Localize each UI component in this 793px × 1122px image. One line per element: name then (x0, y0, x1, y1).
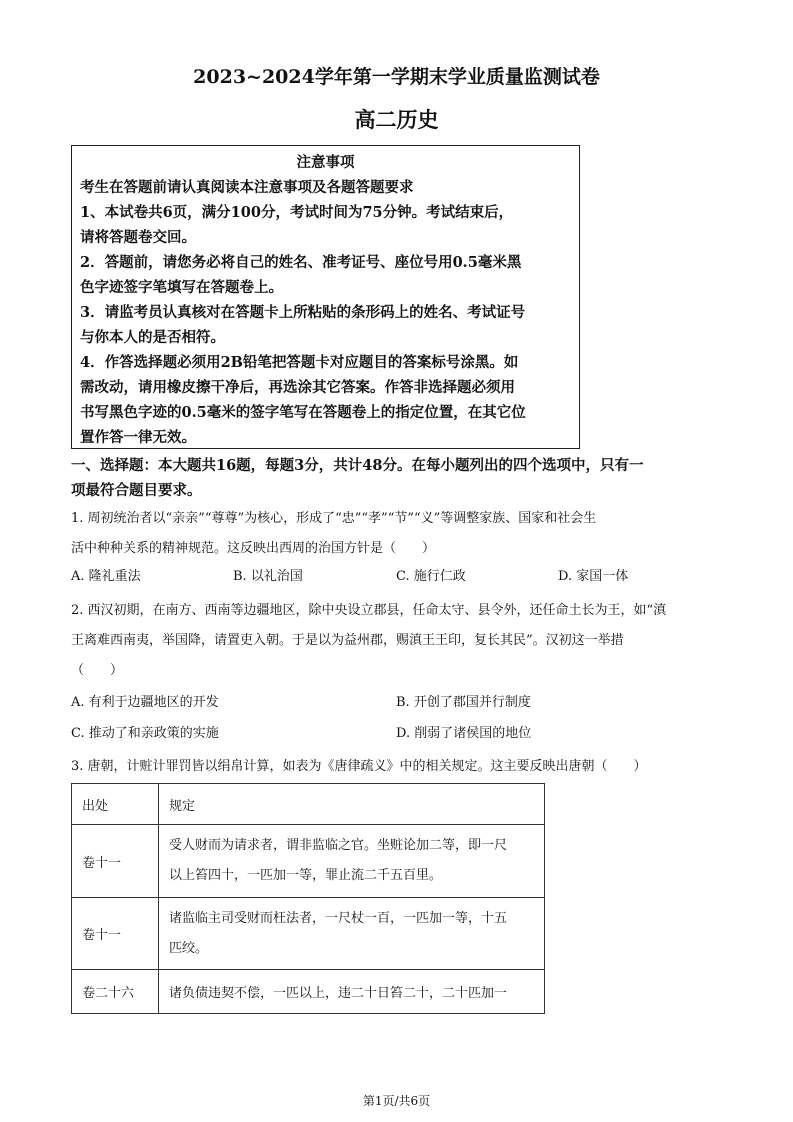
question-1-stem (71, 504, 731, 564)
notice-heading: 注意事项 (296, 154, 355, 171)
notice-line: 3．请监考员认真核对在答题卡上所粘贴的条形码上的姓名、考试证号 (80, 304, 526, 321)
notice-line: 2．答题前，请您务必将自己的姓名、准考证号、座位号用0.5毫米黑 (80, 254, 522, 271)
notice-line: 需改动，请用橡皮擦干净后，再选涂其它答案。作答非选择题必须用 (80, 379, 515, 396)
q2-option-d[interactable]: D. 削弱了诸侯国的地位 (396, 726, 532, 741)
notice-line: 置作答一律无效。 (80, 429, 196, 446)
q2-option-c[interactable]: C. 推动了和亲政策的实施 (71, 726, 219, 741)
table-cell-source: 卷二十六 (72, 970, 159, 1014)
table-cell-source: 卷十一 (72, 825, 159, 898)
question-2-stem (71, 596, 731, 686)
table-row (72, 898, 545, 970)
table-row (72, 970, 545, 1014)
notice-line: 书写黑色字迹的0.5毫米的签字笔写在答题卷上的指定位置，在其它位 (80, 404, 526, 421)
section-line: 项最符合题目要求。 (71, 482, 202, 499)
notice-box (71, 145, 580, 449)
exam-title: 2023~2024学年第一学期末学业质量监测试卷 (193, 66, 600, 88)
rule-line: 受人财而为请求者，谓非监临之官。坐赃论加二等，即一尺 (169, 838, 508, 853)
q2-option-a[interactable]: A. 有利于边疆地区的开发 (71, 695, 219, 710)
rule-line: 以上笞四十，一匹加一等，罪止流二千五百里。 (169, 868, 443, 883)
question-line: 2. 西汉初期，在南方、西南等边疆地区，除中央设立郡县，任命太守、县令外，还任命土长为王，如“滇 (71, 603, 667, 618)
notice-line: 请将答题卷交回。 (80, 229, 196, 246)
notice-line: 4．作答选择题必须用2B铅笔把答题卡对应题目的答案标号涂黑。如 (80, 354, 519, 371)
q1-option-d[interactable]: D. 家国一体 (558, 569, 629, 584)
question-line: （ ） (71, 663, 124, 678)
section-heading (71, 453, 731, 503)
q1-option-b[interactable]: B. 以礼治国 (233, 569, 303, 584)
table-cell-rule (159, 970, 545, 1014)
question-line: 活中种种关系的精神规范。这反映出西周的治国方针是（ ） (71, 541, 436, 556)
rule-line: 诸负债违契不偿，一匹以上，违二十日笞二十，二十匹加一 (169, 986, 508, 1001)
rule-line: 匹绞。 (169, 940, 209, 956)
table-row (72, 825, 545, 898)
question-3-stem: 3. 唐朝，计赃计罪罚皆以绢帛计算，如表为《唐律疏义》中的相关规定。这主要反映出唐朝（ ） (71, 759, 647, 774)
page-number: 第1页/共6页 (362, 1094, 431, 1108)
q2-option-b[interactable]: B. 开创了郡国并行制度 (396, 695, 531, 710)
notice-line: 与你本人的是否相符。 (80, 329, 225, 346)
q1-option-c[interactable]: C. 施行仁政 (396, 569, 466, 584)
notice-line: 考生在答题前请认真阅读本注意事项及各题答题要求 (80, 179, 414, 196)
table-header-cell: 规定 (159, 784, 545, 825)
law-table (71, 783, 545, 1014)
question-line: 王离难西南夷，举国降，请置吏入朝。于是以为益州郡，赐滇王王印，复长其民”。汉初这一举措 (71, 633, 624, 648)
table-cell-rule (159, 898, 545, 970)
table-cell-source: 卷十一 (72, 898, 159, 970)
section-line: 一、选择题：本大题共16题，每题3分，共计48分。在每小题列出的四个选项中，只有一 (71, 457, 644, 474)
exam-subject: 高二历史 (354, 107, 439, 132)
rule-line: 诸监临主司受财而枉法者，一尺杖一百，一匹加一等，十五 (169, 910, 508, 926)
question-line: 1. 周初统治者以“亲亲”“尊尊”为核心，形成了“忠”“孝”“节”“义”等调整家族、国家和社会生 (71, 511, 597, 526)
table-header-cell: 出处 (72, 784, 159, 825)
table-cell-rule (159, 825, 545, 898)
table-header-row (72, 784, 545, 825)
q1-option-a[interactable]: A. 隆礼重法 (71, 569, 141, 584)
notice-line: 1、本试卷共6页，满分100分，考试时间为75分钟。考试结束后， (80, 204, 514, 221)
notice-line: 色字迹签字笔填写在答题卷上。 (80, 279, 283, 296)
